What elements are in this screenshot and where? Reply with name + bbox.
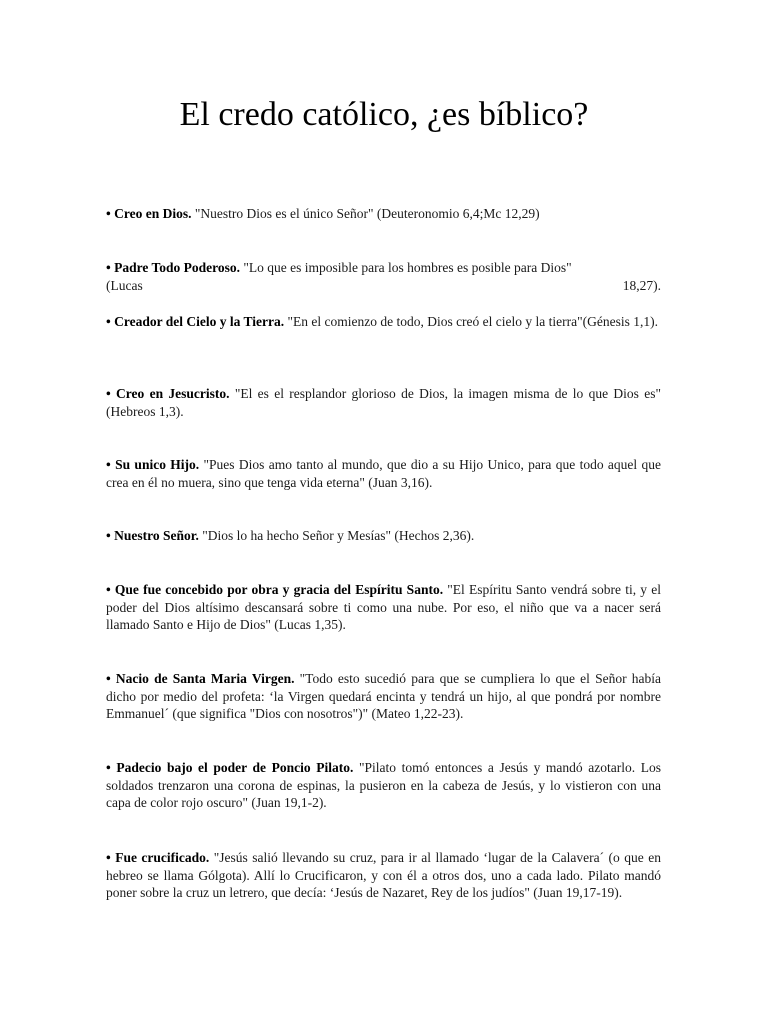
creed-item — [106, 670, 661, 723]
reference-right: 18,27). — [622, 277, 661, 293]
creed-item-lead: • Creo en Dios. — [106, 206, 192, 221]
creed-item — [106, 456, 661, 491]
creed-item — [106, 385, 661, 420]
creed-item — [106, 259, 661, 294]
creed-item-text: "Todo esto sucedió para que se cumpliera lo que el Señor había dicho por medio del profeta: ‘la Virgen quedará encinta y tendrá un hijo, al que pondrá por nombre Emmanuel´ (que significa "Dios con nosotros")" (Mateo 1,22-23). — [106, 671, 661, 721]
page-title: El credo católico, ¿es bíblico? — [179, 96, 589, 133]
creed-item-text: "Nuestro Dios es el único Señor" (Deuteronomio 6,4;Mc 12,29) — [194, 206, 540, 221]
creed-item-lead: • Padre Todo Poderoso. — [106, 260, 240, 275]
creed-item-text: "Pilato tomó entonces a Jesús y mandó azotarlo. Los soldados trenzaron una corona de espinas, la pusieron en la cabeza de Jesús, y lo vistieron con una capa de color rojo oscuro" (Juan 19,1-2). — [106, 760, 662, 810]
creed-item — [106, 313, 661, 331]
creed-item-text: "Pues Dios amo tanto al mundo, que dio a su Hijo Unico, para que todo aquel que crea en él no muera, sino que tenga vida eterna" (Juan 3,16). — [106, 457, 662, 490]
creed-item — [106, 527, 661, 545]
creed-item-text: "El es el resplandor glorioso de Dios, la imagen misma de lo que Dios es" (Hebreos 1,3). — [106, 386, 661, 419]
creed-item-lead: • Nacio de Santa Maria Virgen. — [106, 671, 295, 686]
creed-item-text: "Lo que es imposible para los hombres es posible para Dios" — [243, 260, 572, 275]
reference-left: (Lucas — [106, 277, 143, 293]
creed-item-lead: • Fue crucificado. — [106, 850, 210, 865]
creed-item-text: "Dios lo ha hecho Señor y Mesías" (Hechos 2,36). — [202, 528, 475, 543]
creed-item-reference — [106, 277, 661, 295]
creed-item-lead: • Que fue concebido por obra y gracia del Espíritu Santo. — [106, 582, 444, 597]
creed-item-text: "Jesús salió llevando su cruz, para ir al llamado ‘lugar de la Calavera´ (o que en hebreo se llama Gólgota). Allí lo Crucificaron, y con él a otros dos, uno a cada lado. Pilato mandó poner sobre la cruz un letrero, que decía: ‘Jesús de Nazaret, Rey de los judíos" (Juan 19,17-19). — [106, 850, 661, 900]
creed-item-text: "El Espíritu Santo vendrá sobre ti, y el poder del Dios altísimo descansará sobre ti como una nube. Por eso, el niño que va a nacer será llamado Santo e Hijo de Dios" (Lucas 1,35). — [106, 582, 661, 632]
creed-item — [106, 205, 661, 223]
creed-item-lead: • Creador del Cielo y la Tierra. — [106, 314, 285, 329]
creed-item-lead: • Creo en Jesucristo. — [106, 386, 230, 401]
creed-item — [106, 759, 661, 812]
creed-item-lead: • Nuestro Señor. — [106, 528, 199, 543]
creed-item — [106, 849, 661, 902]
creed-item-lead: • Padecio bajo el poder de Poncio Pilato. — [106, 760, 354, 775]
creed-item-text: "En el comienzo de todo, Dios creó el cielo y la tierra"(Génesis 1,1). — [287, 314, 658, 329]
creed-item-lead: • Su unico Hijo. — [106, 457, 200, 472]
creed-item — [106, 581, 661, 634]
